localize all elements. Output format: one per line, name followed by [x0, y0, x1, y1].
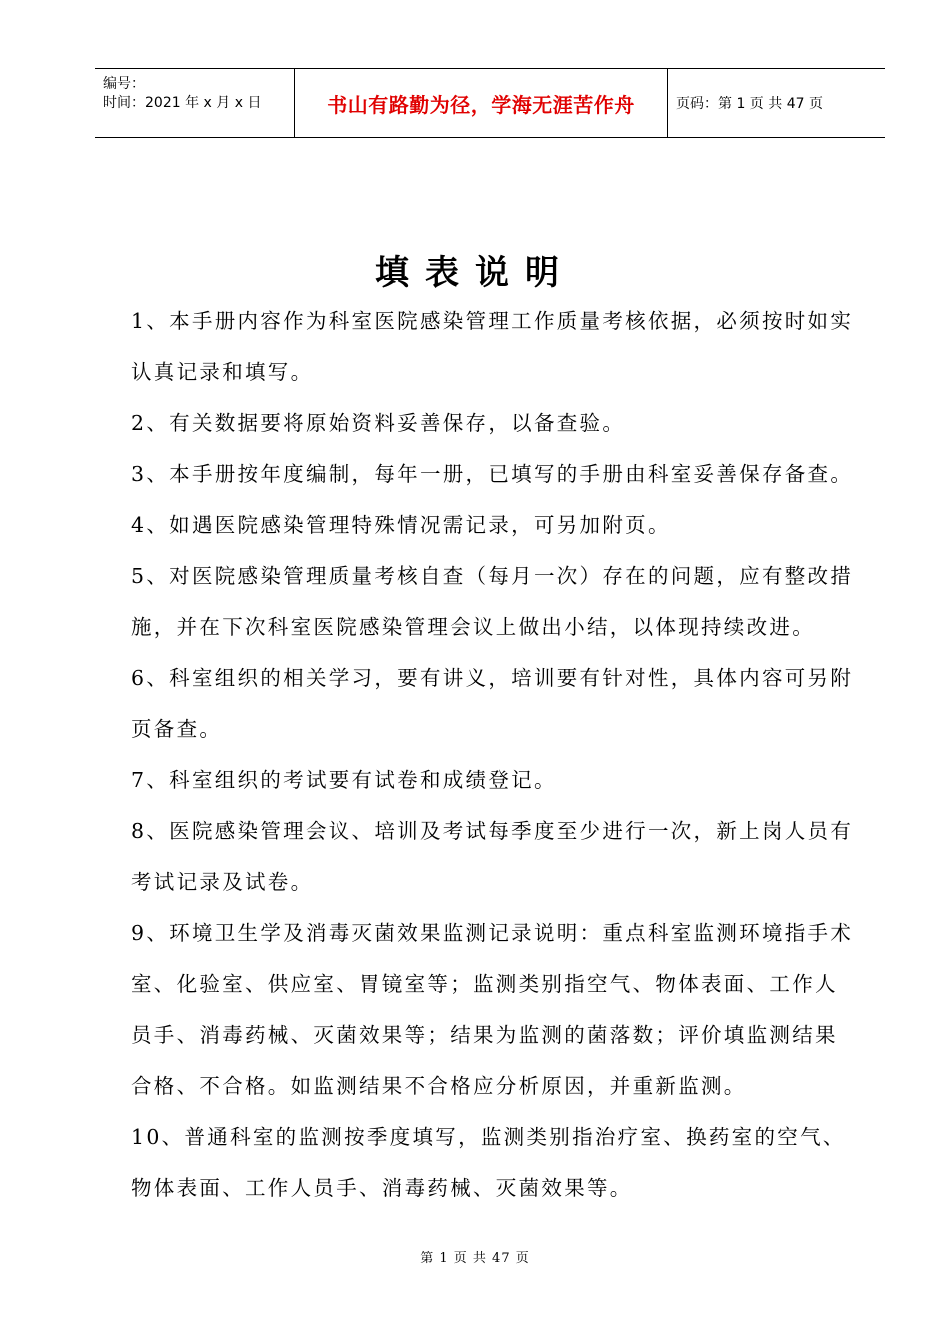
document-number-label: 编号： [103, 76, 145, 92]
text-line: 4、如遇医院感染管理特殊情况需记录，可另加附页。 [131, 513, 671, 537]
text-line: 施，并在下次科室医院感染管理会议上做出小结，以体现持续改进。 [131, 615, 815, 639]
header-motto-cell [295, 69, 668, 137]
text-line: 6、科室组织的相关学习，要有讲义，培训要有针对性，具体内容可另附 [131, 666, 854, 690]
header-page-info: 页码：第 1 页 共 47 页 [676, 96, 823, 112]
header-motto: 书山有路勤为径，学海无涯苦作舟 [327, 92, 635, 117]
text-line: 3、本手册按年度编制，每年一册，已填写的手册由科室妥善保存备查。 [131, 462, 854, 486]
text-line: 室、化验室、供应室、胃镜室等；监测类别指空气、物体表面、工作人 [131, 972, 838, 996]
text-line: 合格、不合格。如监测结果不合格应分析原因，并重新监测。 [131, 1074, 747, 1098]
text-line: 5、对医院感染管理质量考核自查（每月一次）存在的问题，应有整改措 [131, 564, 854, 588]
text-line: 2、有关数据要将原始资料妥善保存，以备查验。 [131, 411, 626, 435]
text-line: 9、环境卫生学及消毒灭菌效果监测记录说明：重点科室监测环境指手术 [131, 921, 854, 945]
text-line: 员手、消毒药械、灭菌效果等；结果为监测的菌落数；评价填监测结果 [131, 1023, 838, 1047]
document-header [95, 68, 885, 138]
header-meta-cell [95, 69, 295, 137]
text-line: 8、医院感染管理会议、培训及考试每季度至少进行一次，新上岗人员有 [131, 819, 854, 843]
text-line: 认真记录和填写。 [131, 360, 314, 384]
text-line: 7、科室组织的考试要有试卷和成绩登记。 [131, 768, 557, 792]
text-line: 考试记录及试卷。 [131, 870, 314, 894]
page-title: 填表说明 [375, 253, 575, 293]
text-line: 物体表面、工作人员手、消毒药械、灭菌效果等。 [131, 1176, 633, 1200]
document-date-label: 时间：2021 年 x 月 x 日 [103, 95, 262, 111]
page-footer: 第 1 页 共 47 页 [420, 1251, 530, 1266]
text-line: 1、本手册内容作为科室医院感染管理工作质量考核依据，必须按时如实 [131, 309, 854, 333]
text-line: 10、普通科室的监测按季度填写，监测类别指治疗室、换药室的空气、 [131, 1125, 846, 1149]
instructions-body [131, 296, 854, 1214]
text-line: 页备查。 [131, 717, 223, 741]
